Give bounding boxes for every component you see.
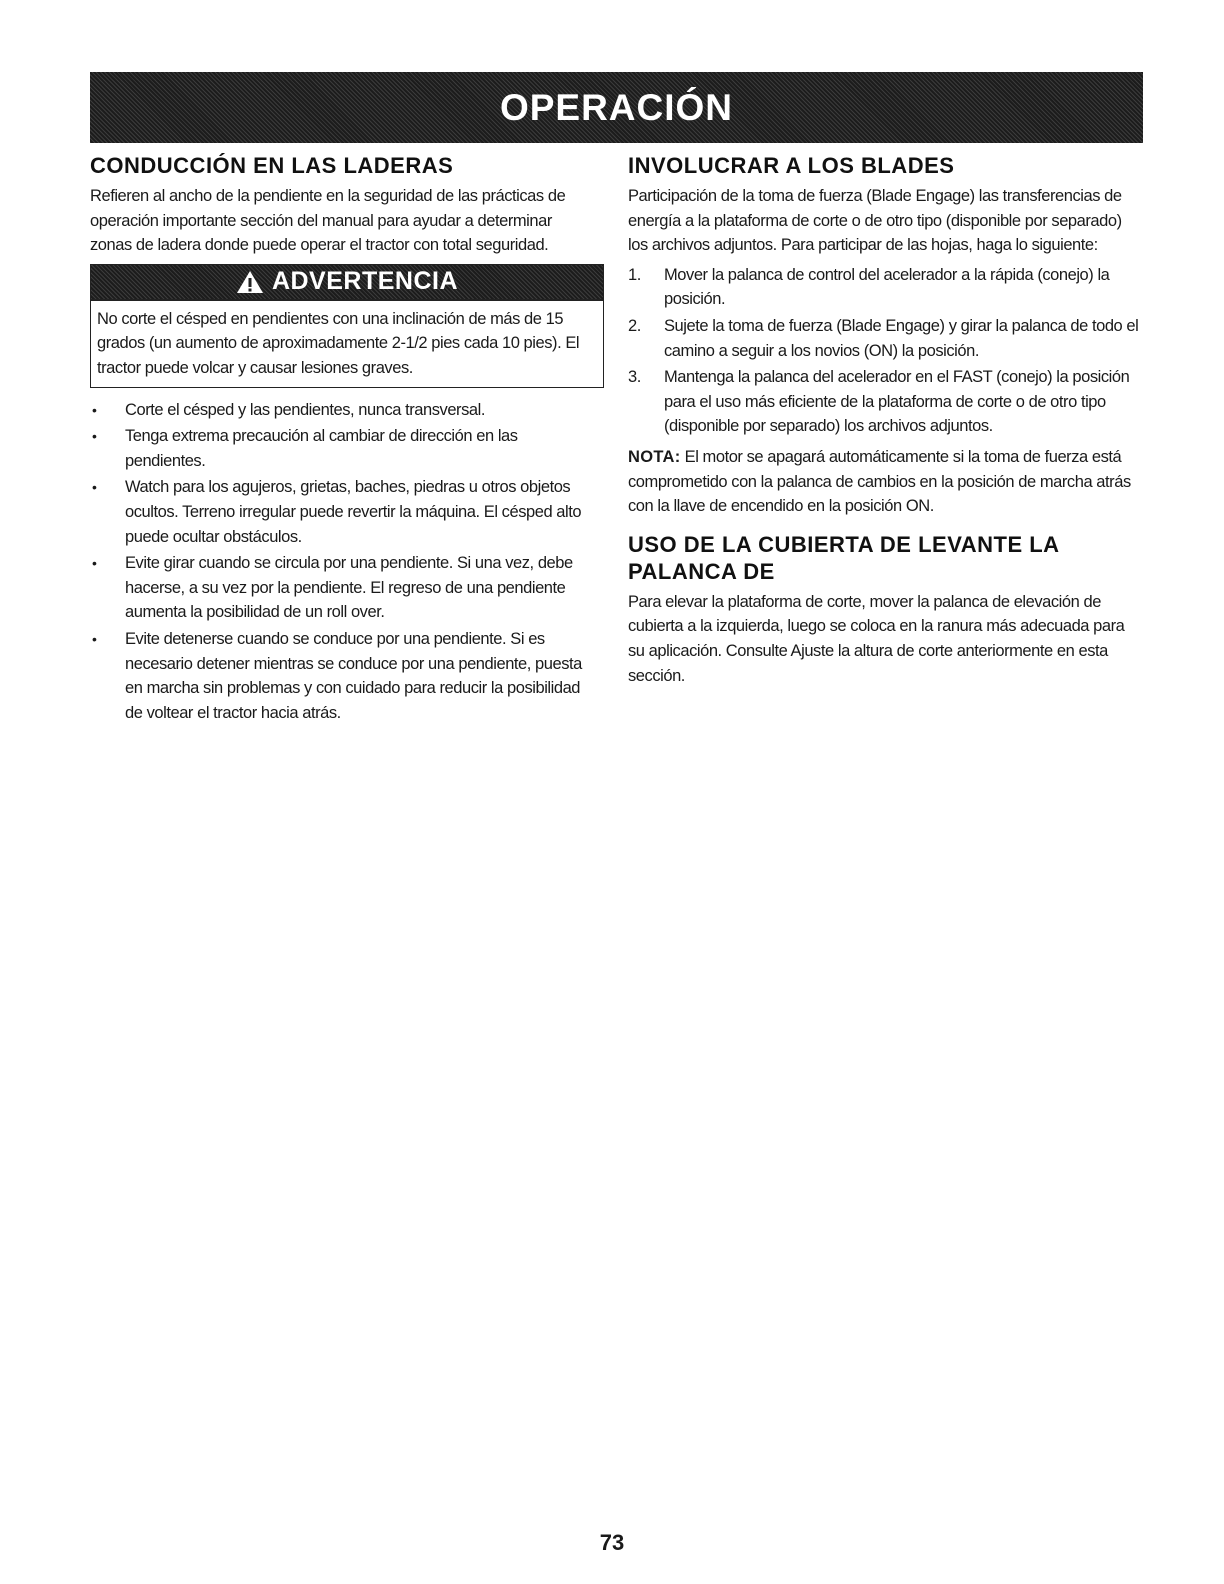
deck-lift-text: Para elevar la plataforma de corte, mover la palanca de elevación de cubierta a la izquierda, luego se coloca en la ranura más adecuada para su aplicación. Consulte Ajuste la altura de corte anteriormente en esta sección. bbox=[628, 592, 1125, 685]
hillside-intro: Refieren al ancho de la pendiente en la seguridad de las prácticas de operación importante sección del manual para ayudar a determinar zonas de ladera donde puede operar el tractor con total seguridad. bbox=[90, 187, 566, 255]
list-item: • Tenga extrema precaución al cambiar de dirección en las pendientes. bbox=[92, 427, 518, 470]
left-column bbox=[90, 152, 595, 727]
list-item: • Watch para los agujeros, grietas, baches, piedras u otros objetos ocultos. Terreno irregular puede revertir la máquina. El césped alto puede ocultar obstáculos. bbox=[92, 478, 582, 546]
warning-text: No corte el césped en pendientes con una inclinación de más de 15 grados (un aumento de aproximadamente 2-1/2 pies cada 10 pies). El tractor puede volcar y causar lesiones graves. bbox=[91, 299, 603, 387]
blades-intro: Participación de la toma de fuerza (Blade Engage) las transferencias de energía a la plataforma de corte o de otro tipo (disponible por separado) los archivos adjuntos. Para participar de las hojas, haga lo siguiente: bbox=[628, 187, 1122, 255]
list-item: 1. Mover la palanca de control del acelerador a la rápida (conejo) la posición. bbox=[628, 265, 1110, 309]
warning-box bbox=[90, 264, 604, 388]
list-item: 3. Mantenga la palanca del acelerador en el FAST (conejo) la posición para el uso más eficiente de la plataforma de corte o de otro tipo (disponible por separado) los archivos adjuntos. bbox=[628, 368, 1130, 436]
heading-blades: INVOLUCRAR A LOS BLADES bbox=[628, 153, 955, 178]
list-item: • Evite girar cuando se circula por una pendiente. Si una vez, debe hacerse, a su vez por la pendiente. El regreso de una pendiente aumenta la posibilidad de un roll over. bbox=[92, 554, 573, 622]
heading-deck-lift: USO DE LA CUBIERTA DE LEVANTE LA PALANCA DE bbox=[628, 531, 1059, 584]
page-number: 73 bbox=[599, 1530, 625, 1555]
section-title: OPERACIÓN bbox=[499, 86, 734, 128]
note-label: NOTA: bbox=[628, 447, 681, 466]
list-item: • Evite detenerse cuando se conduce por una pendiente. Si es necesario detener mientras se conduce por una pendiente, puesta en marcha sin problemas y con cuidado para reducir la posibilidad de voltear el tractor hacia atrás. bbox=[92, 629, 582, 722]
note-text: El motor se apagará automáticamente si la toma de fuerza está comprometido con la palanca de cambios en la posición de marcha atrás con la llave de encendido en la posición ON. bbox=[628, 447, 1131, 516]
list-item: • Corte el césped y las pendientes, nunca transversal. bbox=[92, 400, 485, 419]
note-paragraph bbox=[628, 445, 1143, 519]
heading-hillside: CONDUCCIÓN EN LAS LADERAS bbox=[90, 153, 454, 178]
warning-header bbox=[91, 265, 603, 299]
section-banner bbox=[90, 72, 1143, 143]
blades-steps bbox=[628, 263, 1143, 439]
hillside-bullet-list bbox=[90, 398, 595, 726]
warning-triangle-icon bbox=[236, 270, 264, 294]
right-column bbox=[628, 152, 1143, 688]
warning-label: ADVERTENCIA bbox=[271, 267, 459, 296]
list-item: 2. Sujete la toma de fuerza (Blade Engage) y girar la palanca de todo el camino a seguir a los novios (ON) la posición. bbox=[628, 316, 1139, 360]
